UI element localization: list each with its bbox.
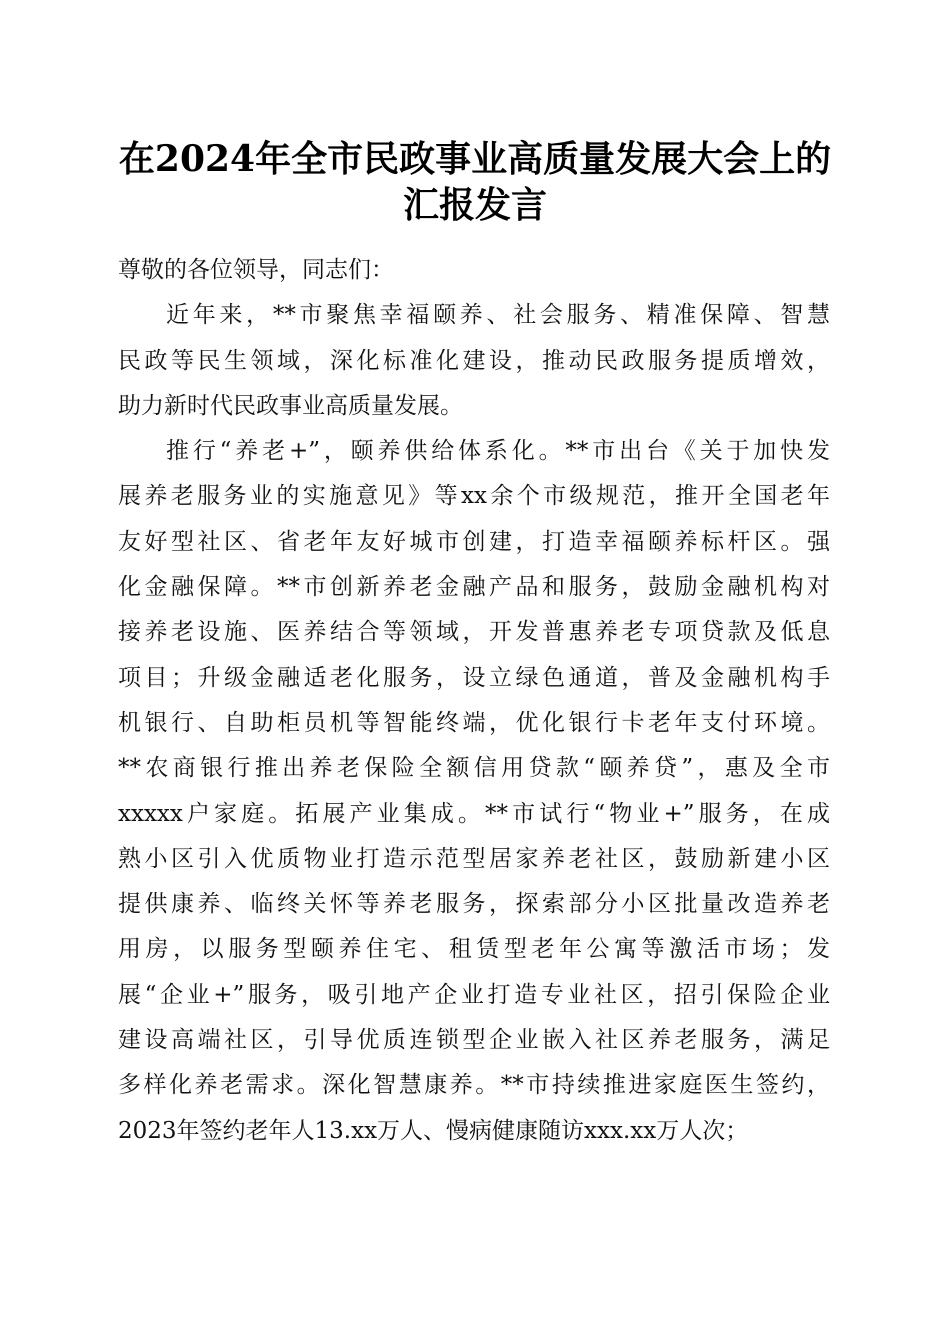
paragraph2-line-10: 熟小区引入优质物业打造示范型居家养老社区，鼓励新建小区 [118,845,830,872]
paragraph2-line-5: 接养老设施、医养结合等领域，开发普惠养老专项贷款及低息 [118,619,830,646]
title-line-1: 在2024年全市民政事业高质量发展大会上的 [118,138,832,180]
paragraph2-line-3: 友好型社区、省老年友好城市创建，打造幸福颐养标杆区。强 [118,528,830,555]
paragraph1-line-3: 助力新时代民政事业高质量发展。 [118,392,463,419]
paragraph2-line-16: 2023年签约老年人13.xx万人、慢病健康随访xxx.xx万人次； [118,1117,749,1144]
document-title [100,136,850,228]
paragraph2-line-2: 展养老服务业的实施意见》等xx余个市级规范，推开全国老年 [118,483,830,510]
paragraph2-line-12: 用房，以服务型颐养住宅、租赁型老年公寓等激活市场；发 [118,936,830,963]
paragraph2-line-13: 展“企业+”服务，吸引地产企业打造专业社区，招引保险企业 [118,981,830,1008]
title-line-2: 汇报发言 [402,184,547,226]
paragraph2-line-6: 项目；升级金融适老化服务，设立绿色通道，普及金融机构手 [118,664,830,691]
paragraph2-line-14: 建设高端社区，引导优质连锁型企业嵌入社区养老服务，满足 [118,1027,830,1054]
document-body [118,248,830,1154]
paragraph1-line-1: 近年来，**市聚焦幸福颐养、社会服务、精准保障、智慧 [166,302,830,329]
paragraph2-line-9: xxxxx户家庭。拓展产业集成。**市试行“物业+”服务，在成 [118,800,830,827]
paragraph2-line-8: **农商银行推出养老保险全额信用贷款“颐养贷”，惠及全市 [118,755,830,782]
paragraph2-line-15: 多样化养老需求。深化智慧康养。**市持续推进家庭医生签约， [118,1072,830,1099]
paragraph1-line-2: 民政等民生领域，深化标准化建设，推动民政服务提质增效， [118,347,830,374]
salutation: 尊敬的各位领导，同志们： [118,257,394,283]
paragraph2-line-1: 推行“养老+”，颐养供给体系化。**市出台《关于加快发 [166,438,830,465]
paragraph2-line-4: 化金融保障。**市创新养老金融产品和服务，鼓励金融机构对 [118,574,830,601]
paragraph2-line-7: 机银行、自助柜员机等智能终端，优化银行卡老年支付环境。 [118,709,830,736]
paragraph2-line-11: 提供康养、临终关怀等养老服务，探索部分小区批量改造养老 [118,891,830,918]
